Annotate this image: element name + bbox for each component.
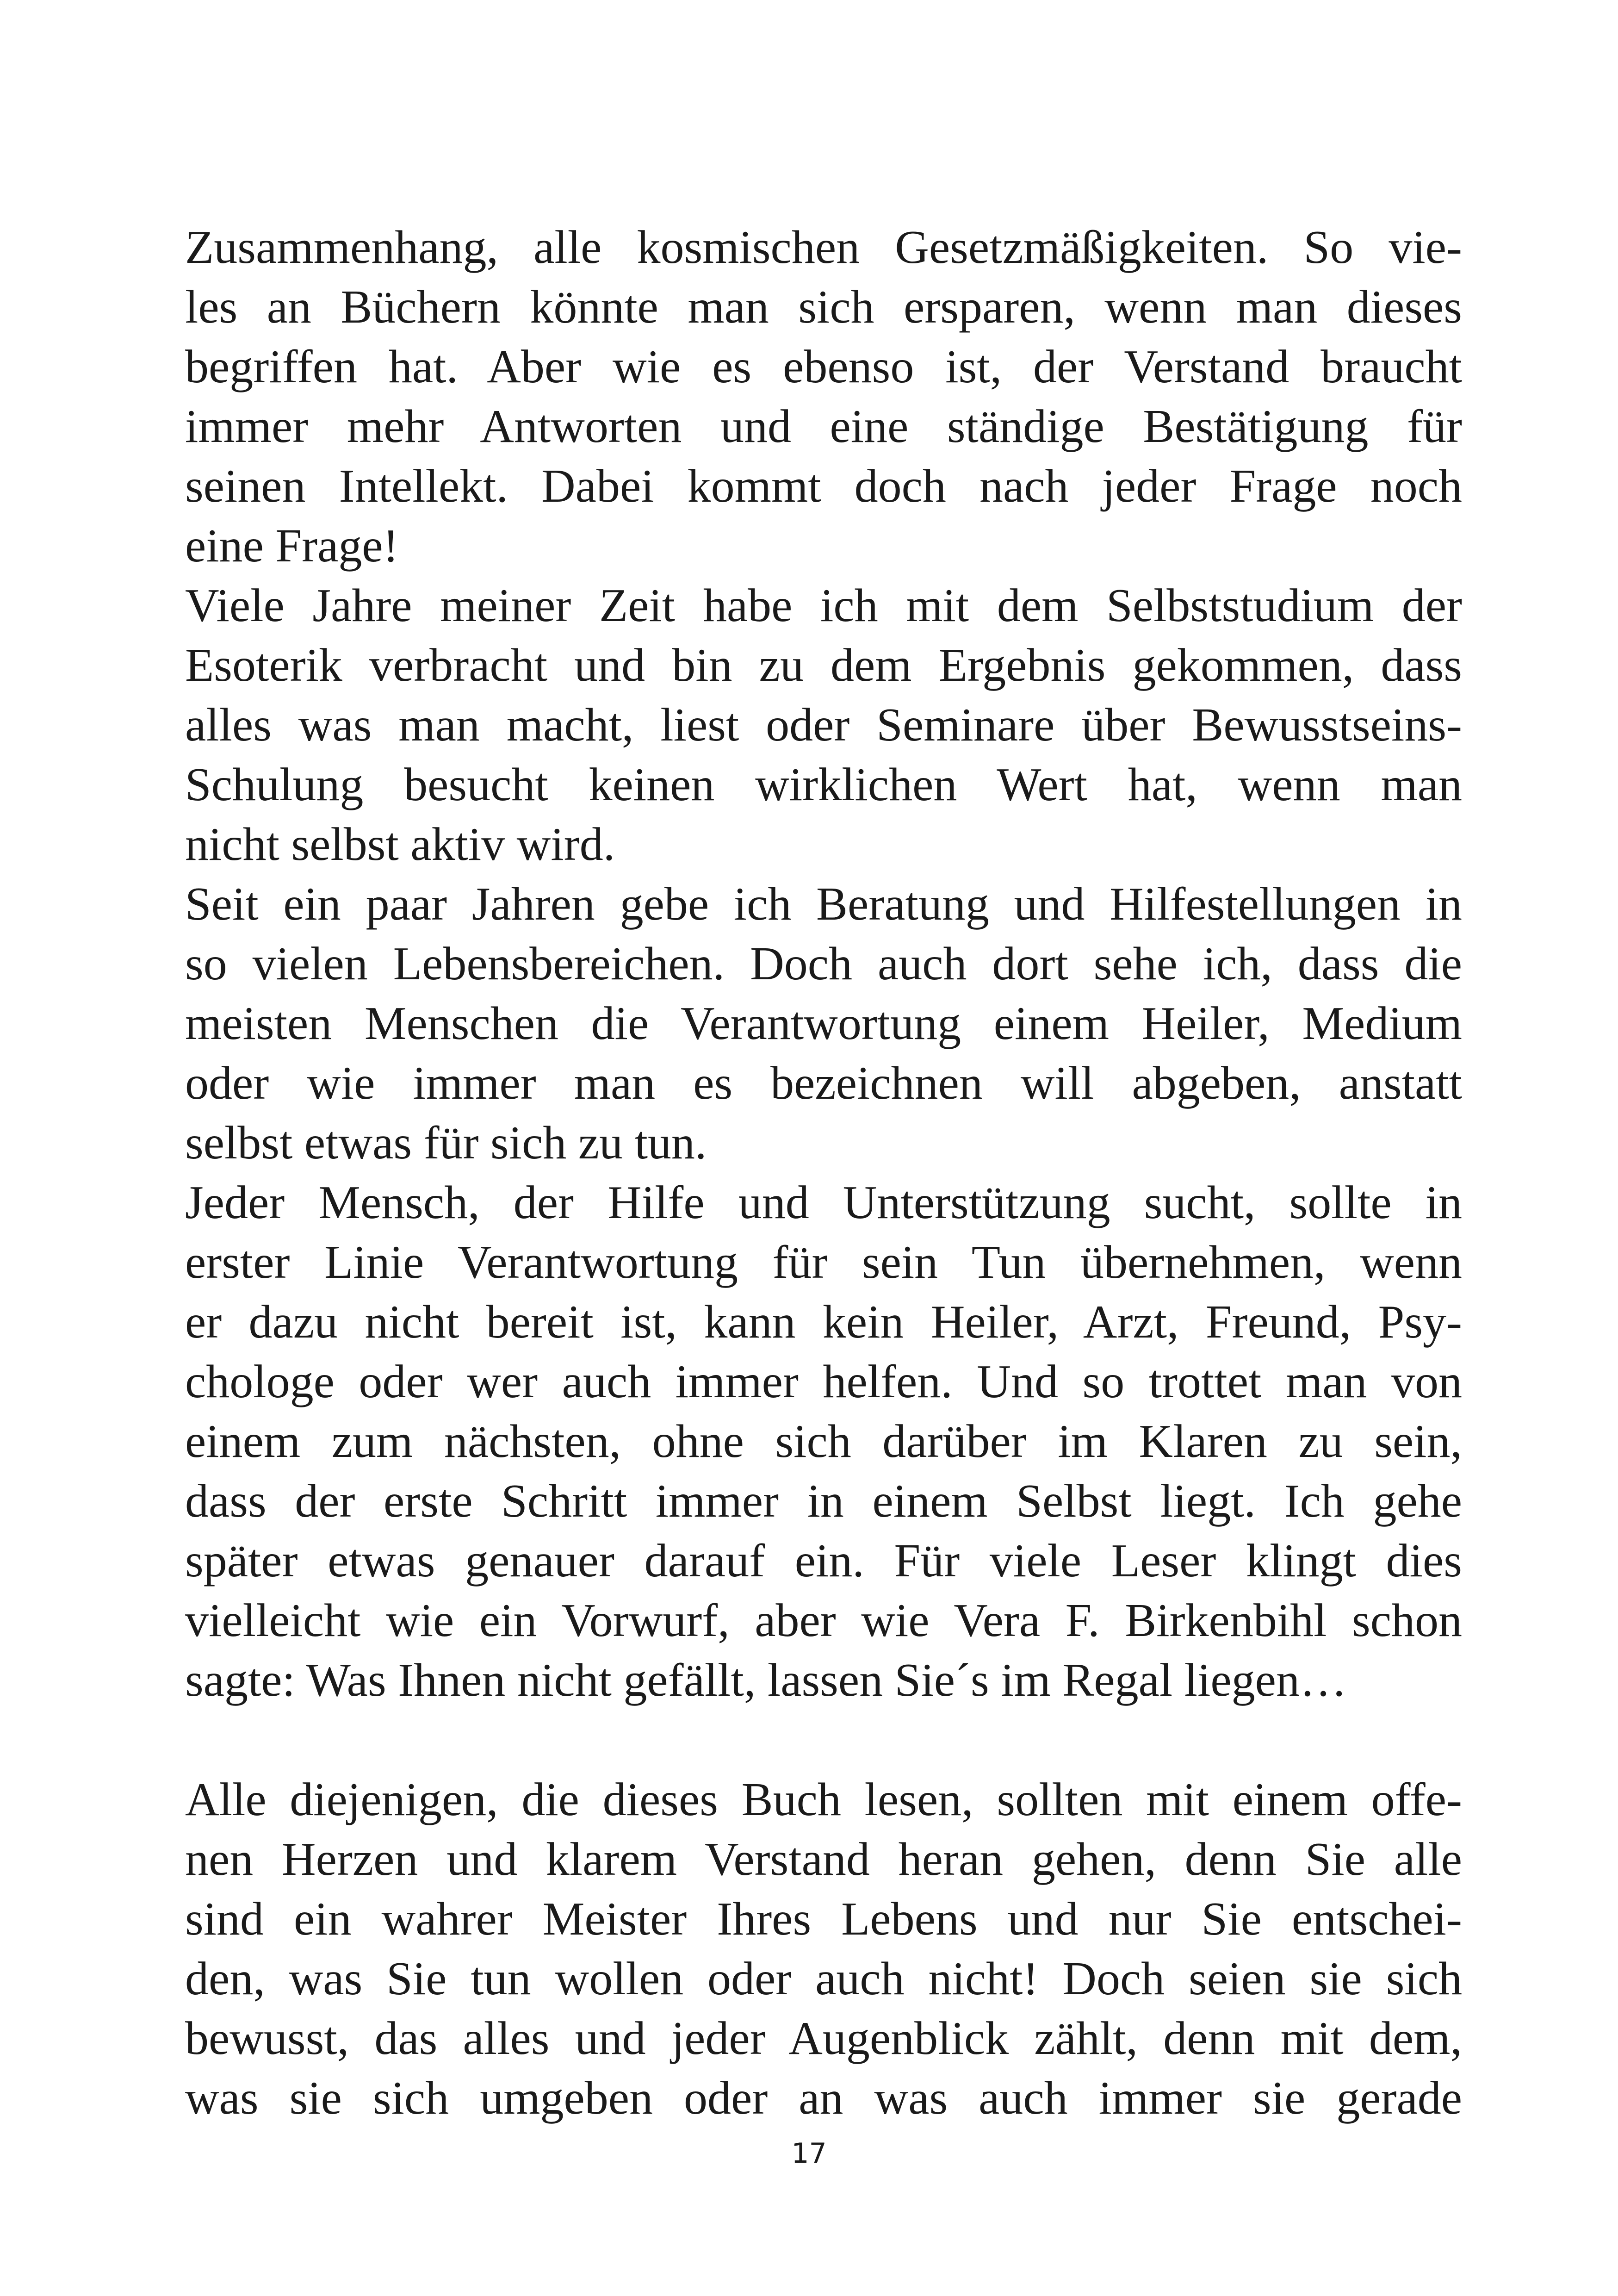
text-line: les an Büchern könnte man sich ersparen, wenn man dieses xyxy=(185,281,1462,333)
text-line: chologe oder wer auch immer helfen. Und so trottet man von xyxy=(185,1356,1462,1408)
text-line: Viele Jahre meiner Zeit habe ich mit dem Selbststudium der xyxy=(185,579,1462,632)
text-line: Zusammenhang, alle kosmischen Gesetzmäßigkeiten. So vie- xyxy=(185,221,1462,274)
text-line: Jeder Mensch, der Hilfe und Unterstützung sucht, sollte in xyxy=(185,1176,1462,1229)
text-line: nicht selbst aktiv wird. xyxy=(185,818,615,871)
text-line: er dazu nicht bereit ist, kann kein Heiler, Arzt, Freund, Psy- xyxy=(185,1296,1462,1348)
text-line: immer mehr Antworten und eine ständige Bestätigung für xyxy=(185,400,1462,453)
text-line: einem zum nächsten, ohne sich darüber im Klaren zu sein, xyxy=(185,1415,1462,1468)
text-line: Esoterik verbracht und bin zu dem Ergebnis gekommen, dass xyxy=(185,639,1462,691)
paragraph-gap xyxy=(185,1710,1462,1770)
text-line: den, was Sie tun wollen oder auch nicht! Doch seien sie sich xyxy=(185,1953,1462,2005)
text-line: Schulung besucht keinen wirklichen Wert hat, wenn man xyxy=(185,759,1462,811)
text-line: sind ein wahrer Meister Ihres Lebens und nur Sie entschei- xyxy=(185,1893,1462,1945)
text-line: seinen Intellekt. Dabei kommt doch nach jeder Frage noch xyxy=(185,460,1462,512)
text-line: oder wie immer man es bezeichnen will abgeben, anstatt xyxy=(185,1057,1462,1109)
text-line: alles was man macht, liest oder Seminare über Bewusstseins- xyxy=(185,699,1462,751)
text-line: Alle diejenigen, die dieses Buch lesen, sollten mit einem offe- xyxy=(185,1773,1462,1826)
text-line: was sie sich umgeben oder an was auch immer sie gerade xyxy=(185,2072,1462,2124)
text-line: vielleicht wie ein Vorwurf, aber wie Vera F. Birkenbihl schon xyxy=(185,1594,1462,1647)
body-text xyxy=(185,218,1462,2128)
text-line: bewusst, das alles und jeder Augenblick zählt, denn mit dem, xyxy=(185,2012,1462,2065)
text-line: meisten Menschen die Verantwortung einem Heiler, Medium xyxy=(185,997,1462,1050)
text-line: erster Linie Verantwortung für sein Tun übernehmen, wenn xyxy=(185,1236,1462,1288)
text-line: begriffen hat. Aber wie es ebenso ist, der Verstand braucht xyxy=(185,341,1462,393)
text-line: nen Herzen und klarem Verstand heran gehen, denn Sie alle xyxy=(185,1833,1462,1885)
text-line: später etwas genauer darauf ein. Für viele Leser klingt dies xyxy=(185,1535,1462,1587)
text-line: sagte: Was Ihnen nicht gefällt, lassen Sie´s im Regal liegen… xyxy=(185,1654,1347,1706)
text-line: Seit ein paar Jahren gebe ich Beratung und Hilfestellungen in xyxy=(185,878,1462,930)
page-number: 17 xyxy=(791,2137,827,2170)
text-line: dass der erste Schritt immer in einem Selbst liegt. Ich gehe xyxy=(185,1475,1462,1527)
text-line: so vielen Lebensbereichen. Doch auch dort sehe ich, dass die xyxy=(185,938,1462,990)
text-line: selbst etwas für sich zu tun. xyxy=(185,1117,707,1169)
text-line: eine Frage! xyxy=(185,520,399,572)
